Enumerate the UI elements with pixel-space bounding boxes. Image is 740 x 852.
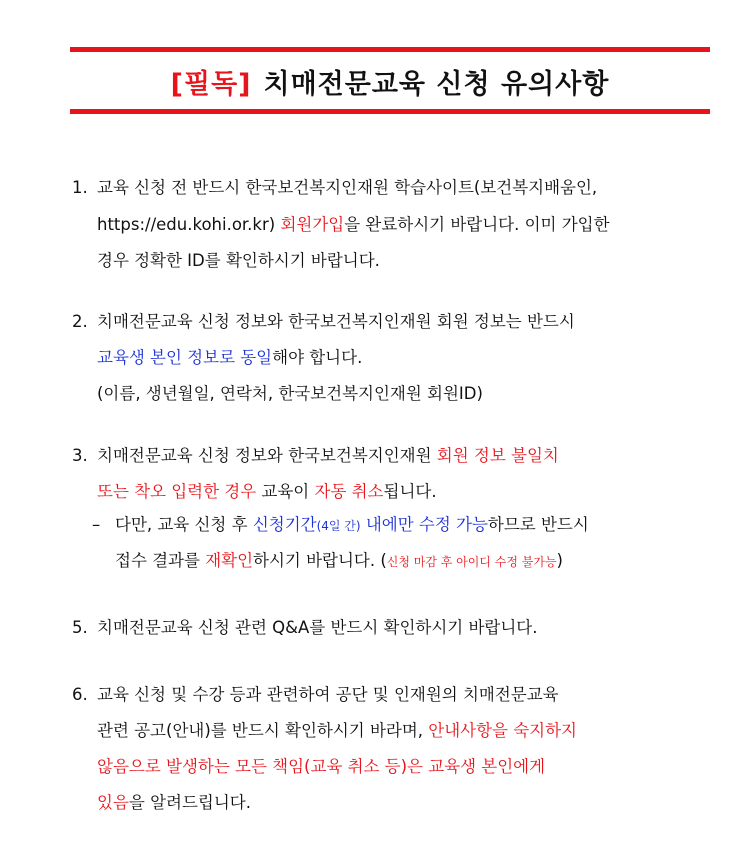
- title-prefix: [필독]: [170, 68, 252, 100]
- notice-line: [97, 721, 577, 741]
- top-red-rule: [70, 47, 710, 52]
- item-number: 1.: [72, 178, 88, 197]
- body-text: 접수 결과를: [115, 551, 206, 570]
- item-number: 6.: [72, 685, 88, 704]
- item-number: 5.: [72, 618, 88, 637]
- body-text: 경우 정확한 ID를 확인하시기 바랍니다.: [97, 251, 380, 270]
- body-text: (이름, 생년월일, 연락처, 한국보건복지인재원 회원ID): [97, 384, 483, 403]
- notice-line: [97, 793, 251, 813]
- body-text: 하므로 반드시: [487, 515, 589, 534]
- notice-line: [97, 384, 483, 404]
- highlight-text: 내에만 수정 가능: [360, 515, 488, 534]
- body-text: 교육 신청 전 반드시 한국보건복지인재원 학습사이트(보건복지배움인,: [97, 178, 598, 197]
- body-text: https://edu.kohi.or.kr): [97, 215, 281, 234]
- highlight-text: (4일 간): [316, 519, 361, 533]
- body-text: 교육 신청 및 수강 등과 관련하여 공단 및 인재원의 치매전문교육: [97, 685, 559, 704]
- notice-line: [97, 446, 559, 466]
- body-text: 교육이: [256, 482, 315, 501]
- highlight-text: 않음으로 발생하는 모든 책임(교육 취소 등)은 교육생 본인에게: [97, 757, 546, 776]
- item-number: 2.: [72, 312, 88, 331]
- highlight-text: 있음: [97, 793, 129, 812]
- notice-line: [97, 251, 380, 271]
- notice-line: [97, 178, 597, 198]
- notice-line: [115, 551, 563, 572]
- page-title: [70, 54, 710, 108]
- highlight-text: 자동 취소: [314, 482, 384, 501]
- notice-line: [97, 685, 559, 705]
- body-text: 치매전문교육 신청 정보와 한국보건복지인재원 회원 정보는 반드시: [97, 312, 575, 331]
- highlight-text: 회원 정보 불일치: [436, 446, 559, 465]
- highlight-text: 신청 마감 후 아이디 수정 불가능: [386, 555, 557, 569]
- highlight-text: 회원가입: [280, 215, 345, 234]
- notice-line: [97, 215, 610, 235]
- notice-line: [97, 757, 545, 777]
- bottom-red-rule: [70, 109, 710, 114]
- highlight-text: 교육생 본인 정보로 동일: [97, 348, 273, 367]
- notice-line: [97, 312, 575, 332]
- body-text: 해야 합니다.: [272, 348, 363, 367]
- notice-line: [97, 482, 437, 502]
- notice-line: [97, 348, 362, 368]
- highlight-text: 또는 착오 입력한 경우: [97, 482, 257, 501]
- item-number: –: [92, 515, 101, 534]
- body-text: 치매전문교육 신청 정보와 한국보건복지인재원: [97, 446, 437, 465]
- body-text: 됩니다.: [383, 482, 437, 501]
- highlight-text: 안내사항을 숙지하지: [428, 721, 577, 740]
- item-number: 3.: [72, 446, 88, 465]
- title-main: 치매전문교육 신청 유의사항: [263, 68, 610, 100]
- highlight-text: 신청기간: [252, 515, 317, 534]
- notice-line: [97, 618, 537, 638]
- notice-line: [115, 515, 589, 536]
- body-text: 다만, 교육 신청 후: [115, 515, 253, 534]
- body-text: 하시기 바랍니다. (: [253, 551, 387, 570]
- highlight-text: 재확인: [205, 551, 254, 570]
- body-text: ): [556, 551, 563, 570]
- body-text: 치매전문교육 신청 관련 Q&A를 반드시 확인하시기 바랍니다.: [97, 618, 538, 637]
- body-text: 을 완료하시기 바랍니다. 이미 가입한: [344, 215, 610, 234]
- body-text: 을 알려드립니다.: [128, 793, 251, 812]
- body-text: 관련 공고(안내)를 반드시 확인하시기 바라며,: [97, 721, 429, 740]
